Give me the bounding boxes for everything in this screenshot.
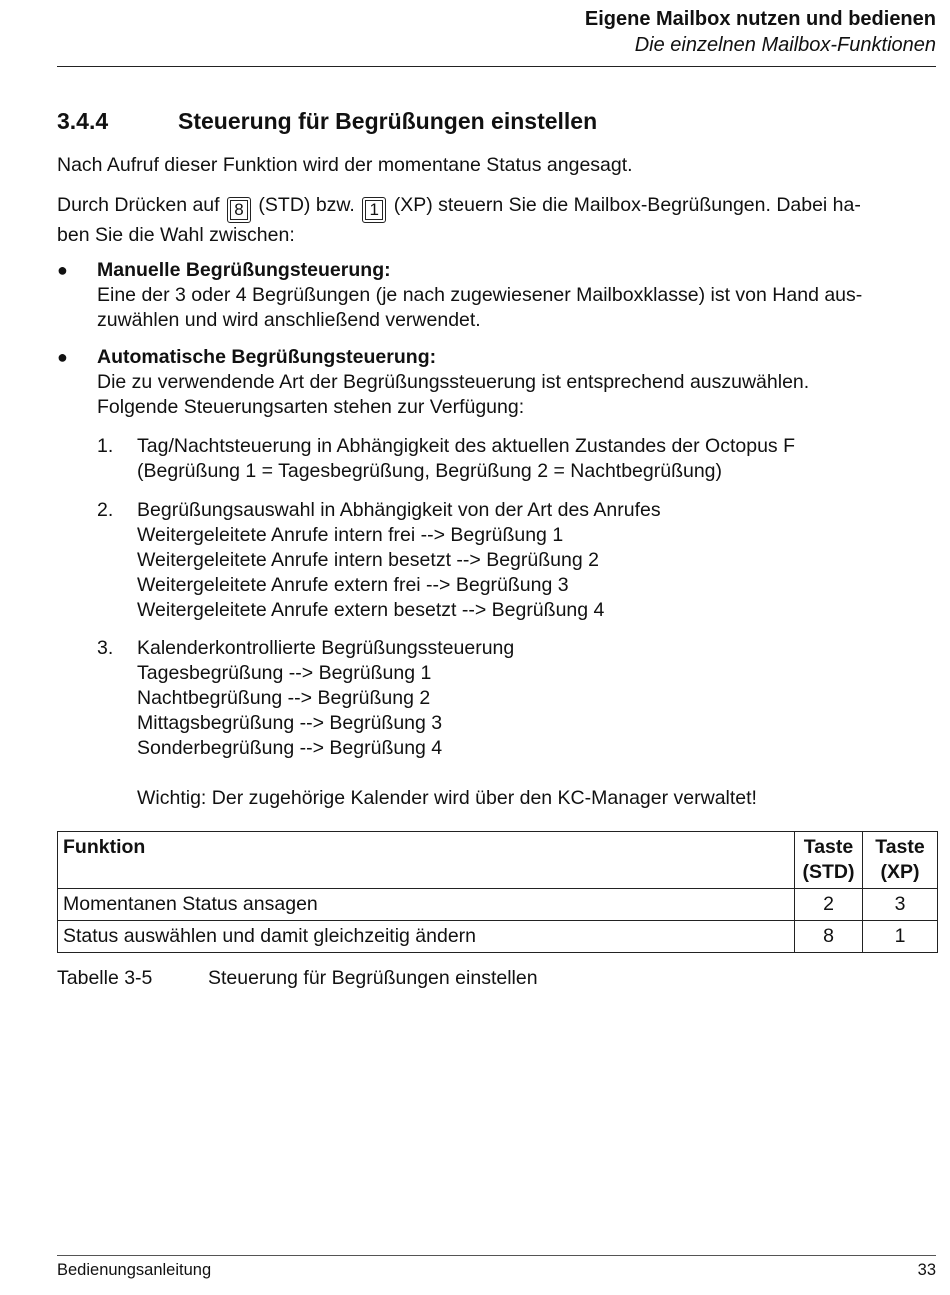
section-heading — [57, 108, 597, 135]
bullet-line: Eine der 3 oder 4 Begrüßungen (je nach zugewiesener Mailboxklasse) ist von Hand aus- — [97, 284, 863, 306]
bullet-line: Die zu verwendende Art der Begrüßungssteuerung ist entsprechend auszuwählen. — [97, 371, 810, 393]
numbered-item — [97, 434, 937, 484]
header-key-std-line2: (STD) — [802, 861, 855, 883]
table-header-row — [58, 832, 938, 889]
item-line: Weitergeleitete Anrufe intern besetzt --> Begrüßung 2 — [137, 549, 599, 571]
table-row — [58, 921, 938, 953]
item-line: Nachtbegrüßung --> Begrüßung 2 — [137, 687, 431, 709]
cell-function: Momentanen Status ansagen — [58, 889, 795, 921]
item-line: Tag/Nachtsteuerung in Abhängigkeit des aktuellen Zustandes der Octopus F — [137, 435, 795, 457]
item-number: 3. — [97, 637, 114, 659]
bullet-title: Automatische Begrüßungsteuerung: — [97, 346, 437, 368]
footer-doc-name: Bedienungsanleitung — [57, 1261, 212, 1279]
bullet-item — [57, 345, 937, 420]
bullet-line: Folgende Steuerungsarten stehen zur Verfügung: — [97, 396, 525, 418]
cell-function: Status auswählen und damit gleichzeitig ändern — [58, 921, 795, 953]
header-key-std-line1: Taste — [803, 836, 854, 858]
table-row — [58, 889, 938, 921]
cell-key-std: 8 — [795, 921, 863, 953]
item-line: Sonderbegrüßung --> Begrüßung 4 — [137, 737, 443, 759]
header-key-std — [795, 832, 863, 889]
caption-text: Steuerung für Begrüßungen einstellen — [208, 967, 538, 989]
item-line: Begrüßungsauswahl in Abhängigkeit von der Art des Anrufes — [137, 499, 661, 521]
table-caption — [57, 966, 538, 991]
key-1-icon: 1 — [362, 197, 386, 223]
cell-key-xp: 3 — [863, 889, 938, 921]
header-key-xp-line1: Taste — [875, 836, 925, 858]
page-footer — [57, 1261, 936, 1280]
intro-paragraph: Nach Aufruf dieser Funktion wird der momentane Status angesagt. — [57, 154, 633, 176]
item-line: Weitergeleitete Anrufe extern frei --> Begrüßung 3 — [137, 574, 569, 596]
keys-text-before: Durch Drücken auf — [57, 194, 220, 216]
chapter-title: Eigene Mailbox nutzen und bedienen — [584, 8, 936, 30]
header-divider — [57, 66, 936, 67]
keys-text-after: (XP) steuern Sie die Mailbox-Begrüßungen. Dabei ha- — [393, 194, 861, 216]
page-number: 33 — [917, 1261, 936, 1279]
item-line: Weitergeleitete Anrufe intern frei --> Begrüßung 1 — [137, 524, 564, 546]
header-key-xp — [863, 832, 938, 889]
cell-key-std: 2 — [795, 889, 863, 921]
bullet-icon: ● — [57, 347, 68, 367]
section-title: Steuerung für Begrüßungen einstellen — [178, 108, 598, 134]
function-table — [57, 831, 938, 953]
bullet-icon: ● — [57, 260, 68, 280]
chapter-subtitle: Die einzelnen Mailbox-Funktionen — [634, 34, 936, 56]
item-line: Tagesbegrüßung --> Begrüßung 1 — [137, 662, 432, 684]
item-number: 1. — [97, 435, 114, 457]
header-function: Funktion — [58, 832, 795, 889]
item-number: 2. — [97, 499, 114, 521]
important-note: Wichtig: Der zugehörige Kalender wird über den KC-Manager verwaltet! — [137, 787, 757, 809]
key-8-icon: 8 — [227, 197, 251, 223]
item-line: Mittagsbegrüßung --> Begrüßung 3 — [137, 712, 443, 734]
bullet-title: Manuelle Begrüßungsteuerung: — [97, 259, 391, 281]
bullet-line: zuwählen und wird anschließend verwendet. — [97, 309, 481, 331]
keys-text-line2: ben Sie die Wahl zwischen: — [57, 224, 295, 246]
cell-key-xp: 1 — [863, 921, 938, 953]
section-number: 3.4.4 — [57, 108, 109, 134]
footer-divider — [57, 1255, 936, 1256]
numbered-item — [97, 636, 937, 811]
page-header — [57, 6, 936, 58]
numbered-item — [97, 498, 937, 623]
caption-label: Tabelle 3-5 — [57, 967, 153, 989]
keys-paragraph — [57, 193, 937, 248]
item-line: Kalenderkontrollierte Begrüßungssteuerung — [137, 637, 515, 659]
header-key-xp-line2: (XP) — [880, 861, 920, 883]
bullet-item — [57, 258, 937, 333]
keys-text-middle: (STD) bzw. — [258, 194, 355, 216]
item-line: (Begrüßung 1 = Tagesbegrüßung, Begrüßung 2 = Nachtbegrüßung) — [137, 460, 723, 482]
item-line: Weitergeleitete Anrufe extern besetzt --> Begrüßung 4 — [137, 599, 605, 621]
